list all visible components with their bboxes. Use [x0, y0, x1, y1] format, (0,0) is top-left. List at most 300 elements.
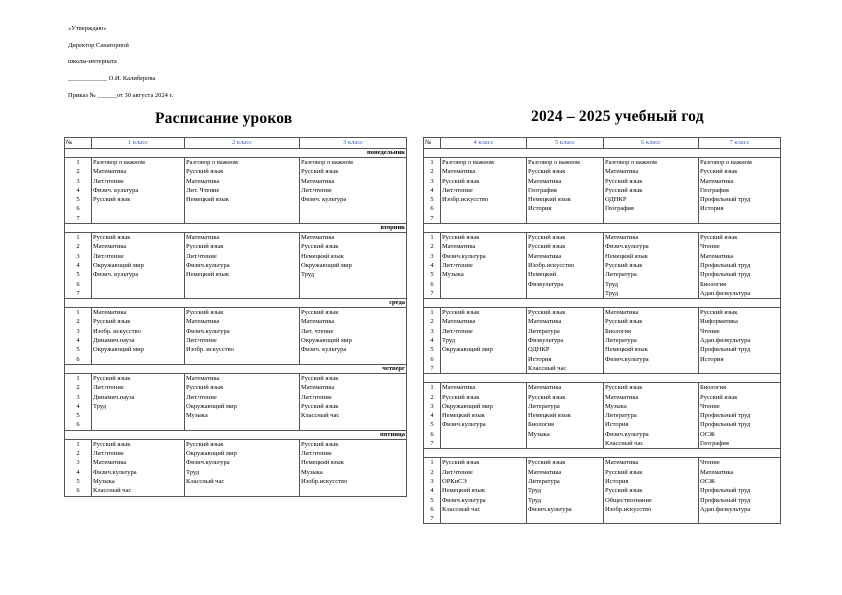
class-lessons-cell [604, 308, 699, 374]
class-lessons-cell [699, 158, 781, 224]
lesson-subject: Лит. Чтение [186, 186, 220, 194]
lesson-subject: Русский язык [528, 459, 566, 467]
lesson-subject: География [528, 186, 557, 194]
column-header: 6 класс [604, 138, 699, 149]
day-block-row [65, 233, 407, 299]
lesson-subject: Русский язык [528, 243, 566, 251]
lesson-subject [442, 289, 525, 298]
lesson-number: 5 [76, 412, 80, 420]
lesson-subject: Профильный труд [700, 496, 751, 504]
lesson-number: 6 [430, 205, 434, 213]
lesson-subject: ОРКиСЭ [442, 477, 467, 485]
lesson-subject [528, 289, 602, 298]
lesson-subject: Изобр.искусство [528, 261, 575, 269]
lesson-number: 3 [430, 327, 434, 335]
lesson-subject: Математика [605, 234, 639, 242]
lesson-subject: История [700, 205, 724, 213]
class-lessons-cell [604, 233, 699, 299]
day-header-row [65, 364, 407, 373]
class-lessons-cell [185, 439, 300, 496]
lesson-subject: Чтение [700, 243, 720, 251]
class-lessons-cell [92, 158, 185, 224]
lesson-subject [442, 364, 525, 373]
lesson-subject: Физич.культура [442, 496, 486, 504]
lesson-subject: Русский язык [186, 243, 224, 251]
lesson-number: 6 [430, 505, 434, 513]
lesson-subject: Математика [301, 234, 335, 242]
lesson-subject: Окружающий мир [93, 346, 144, 354]
class-lessons-cell [604, 458, 699, 524]
lesson-subject: Литература [528, 477, 560, 485]
lesson-subject [186, 204, 298, 213]
lesson-subject: Немецкий язык [605, 252, 648, 260]
lesson-subject: Классный час [93, 487, 132, 495]
lesson-number: 2 [430, 243, 434, 251]
lesson-subject: Изобр.искусство [605, 505, 652, 513]
class-lessons-cell [441, 158, 527, 224]
day-block-row [424, 458, 781, 524]
lesson-subject [605, 214, 697, 223]
lesson-subject: Физич.культура [186, 459, 230, 467]
lesson-subject: Русский язык [605, 318, 643, 326]
day-separator-row [424, 299, 781, 308]
lesson-subject: Изобр.искусство [301, 477, 348, 485]
lesson-subject: Окружающий мир [442, 402, 493, 410]
lesson-subject: Русский язык [301, 402, 339, 410]
lesson-subject: Русский язык [605, 487, 643, 495]
class-lessons-cell [300, 158, 407, 224]
lesson-number: 2 [76, 384, 80, 392]
lesson-subject: Адап.физкультура [700, 337, 751, 345]
lesson-subject: Адап.физкультура [700, 505, 751, 513]
lesson-subject: Русский язык [186, 168, 224, 176]
lesson-subject: Окружающий мир [301, 337, 352, 345]
lesson-subject: Лит.чтение [186, 252, 217, 260]
lesson-subject: Математика [528, 468, 562, 476]
class-lessons-cell [699, 233, 781, 299]
lesson-number: 4 [76, 186, 80, 194]
lesson-number: 7 [76, 289, 80, 297]
lesson-subject: Русский язык [528, 309, 566, 317]
lesson-subject: Информатика [700, 318, 738, 326]
lesson-subject: Литература [605, 412, 637, 420]
lesson-subject: География [605, 205, 634, 213]
day-separator-row [424, 449, 781, 458]
lesson-numbers [424, 158, 441, 224]
lesson-subject: Изобр.искусство [442, 196, 489, 204]
lesson-subject: Музыка [93, 477, 115, 485]
lesson-numbers [65, 439, 92, 496]
lesson-number: 7 [76, 214, 80, 222]
lesson-subject [93, 355, 183, 364]
lesson-subject: Математика [93, 459, 127, 467]
lesson-number: 3 [76, 393, 80, 401]
lesson-number: 6 [76, 205, 80, 213]
lesson-subject: Классный час [528, 364, 567, 372]
lesson-subject: Физич.культура [186, 261, 230, 269]
lesson-subject [93, 411, 183, 420]
lesson-number: 7 [430, 515, 434, 523]
lesson-subject: История [528, 205, 552, 213]
lesson-subject: Русский язык [700, 393, 738, 401]
day-separator [424, 374, 781, 383]
schedule-table-left [64, 137, 407, 497]
lesson-subject: Немецкий язык [605, 346, 648, 354]
lesson-subject: Музыка [186, 412, 208, 420]
table-header-row [65, 138, 407, 149]
lesson-subject: Лит.чтение [93, 177, 124, 185]
lesson-subject: Физич.культура [605, 243, 649, 251]
lesson-subject [605, 514, 697, 523]
column-header: 5 класс [527, 138, 604, 149]
lesson-number: 7 [430, 214, 434, 222]
lesson-subject: Биология [605, 327, 632, 335]
lesson-subject: Физич. культура [301, 196, 347, 204]
lesson-numbers [424, 308, 441, 374]
lesson-subject: Лит.чтение [93, 384, 124, 392]
class-lessons-cell [185, 233, 300, 299]
class-lessons-cell [699, 383, 781, 449]
lesson-subject: ОДНКР [528, 346, 550, 354]
lesson-subject: ОСЖ [700, 430, 715, 438]
lesson-subject: Математика [700, 177, 734, 185]
lesson-subject [301, 204, 405, 213]
lesson-subject: Математика [605, 168, 639, 176]
lesson-subject: Русский язык [186, 309, 224, 317]
lesson-subject: Труд [93, 402, 107, 410]
lesson-subject: Классный час [186, 477, 225, 485]
lesson-subject: Лит. чтение [301, 327, 334, 335]
lesson-subject [528, 514, 602, 523]
lesson-subject: Русский язык [442, 177, 480, 185]
lesson-number: 3 [76, 459, 80, 467]
lesson-subject: Лит.чтение [186, 337, 217, 345]
lesson-numbers [424, 233, 441, 299]
lesson-subject [93, 214, 183, 223]
lesson-subject: Профильный труд [700, 261, 751, 269]
lesson-subject: Разговор о важном [528, 159, 580, 166]
lesson-subject: Адап.физкультура [700, 289, 751, 297]
lesson-subject: Литература [605, 271, 637, 279]
table-header-row [424, 138, 781, 149]
lesson-subject: Профильный труд [700, 346, 751, 354]
lesson-subject: Лит.чтение [93, 450, 124, 458]
class-lessons-cell [441, 308, 527, 374]
lesson-subject: Труд [442, 337, 456, 345]
day-separator-row [424, 149, 781, 158]
lesson-number: 5 [430, 346, 434, 354]
lesson-subject [93, 204, 183, 213]
lesson-subject [700, 514, 779, 523]
lesson-number: 3 [76, 327, 80, 335]
lesson-subject: Русский язык [93, 234, 131, 242]
lesson-subject: Физич.культура [442, 252, 486, 260]
class-lessons-cell [604, 158, 699, 224]
lesson-subject: Физич.культура [442, 421, 486, 429]
lesson-subject: Биология [700, 280, 727, 288]
lesson-subject [186, 355, 298, 364]
day-block-row [424, 308, 781, 374]
lesson-subject [442, 280, 525, 289]
day-separator [424, 149, 781, 158]
lesson-number: 4 [76, 337, 80, 345]
lesson-subject: Окружающий мир [186, 450, 237, 458]
lesson-number: 4 [430, 412, 434, 420]
lesson-subject: Разговор о важном [93, 159, 145, 166]
day-header-row [65, 149, 407, 158]
lesson-subject: Математика [301, 318, 335, 326]
lesson-number: 6 [76, 421, 80, 429]
lesson-number: 1 [76, 374, 80, 382]
lesson-subject: Динамич.пауза [93, 393, 135, 401]
lesson-subject: Математика [442, 318, 476, 326]
lesson-subject: Окружающий мир [442, 346, 493, 354]
lesson-number: 6 [76, 280, 80, 288]
class-lessons-cell [92, 233, 185, 299]
lesson-subject: Динамич.пауза [93, 337, 135, 345]
lesson-subject [700, 364, 779, 373]
lesson-subject: Математика [605, 459, 639, 467]
lesson-number: 4 [430, 186, 434, 194]
lesson-subject: Физич.культура [528, 505, 572, 513]
lesson-number: 5 [76, 271, 80, 279]
lesson-subject: Труд [528, 487, 542, 495]
lesson-subject: Окружающий мир [301, 261, 352, 269]
lesson-subject: Труд [186, 468, 200, 476]
class-lessons-cell [441, 383, 527, 449]
lesson-subject: Литература [605, 337, 637, 345]
lesson-subject: Математика [528, 384, 562, 392]
lesson-number: 5 [76, 477, 80, 485]
day-block-row [65, 373, 407, 430]
column-header: 7 класс [699, 138, 781, 149]
lesson-subject [605, 364, 697, 373]
lesson-number: 5 [430, 196, 434, 204]
lesson-number: 4 [430, 487, 434, 495]
lesson-number: 3 [430, 177, 434, 185]
lesson-subject: Немецкий язык [442, 487, 485, 495]
lesson-number: 1 [430, 234, 434, 242]
lesson-number: 6 [430, 280, 434, 288]
day-block-row [65, 439, 407, 496]
lesson-number: 1 [76, 234, 80, 242]
lesson-subject: История [528, 355, 552, 363]
lesson-subject: Математика [186, 177, 220, 185]
lesson-number: 3 [76, 252, 80, 260]
lesson-subject [301, 214, 405, 223]
lesson-subject: Русский язык [605, 468, 643, 476]
lesson-number: 7 [430, 440, 434, 448]
day-header-row [65, 430, 407, 439]
lesson-subject: Чтение [700, 459, 720, 467]
lesson-subject: Русский язык [442, 234, 480, 242]
lesson-subject: Немецкий язык [186, 196, 229, 204]
lesson-subject: Разговор о важном [442, 159, 494, 166]
lesson-subject [301, 289, 405, 298]
lesson-numbers [65, 373, 92, 430]
lesson-subject [301, 355, 405, 364]
day-name: четверг [65, 364, 407, 373]
lesson-number: 1 [430, 384, 434, 392]
lesson-subject: Физич.культура [186, 327, 230, 335]
class-lessons-cell [300, 439, 407, 496]
lesson-subject: Чтение [700, 327, 720, 335]
lesson-number: 4 [76, 468, 80, 476]
day-block-row [65, 308, 407, 365]
lesson-subject: Математика [186, 318, 220, 326]
lesson-subject: Профильный труд [700, 271, 751, 279]
lesson-subject [442, 204, 525, 213]
day-separator-row [424, 224, 781, 233]
lesson-subject: Русский язык [700, 309, 738, 317]
lesson-number: 6 [76, 487, 80, 495]
lesson-number: 2 [76, 243, 80, 251]
class-lessons-cell [527, 233, 604, 299]
lesson-subject: Математика [700, 252, 734, 260]
lesson-subject: Лит.чтение [301, 186, 332, 194]
lesson-subject: География [700, 440, 729, 448]
lesson-subject: Русский язык [93, 318, 131, 326]
lesson-number: 5 [76, 346, 80, 354]
day-header-row [65, 299, 407, 308]
day-block-row [424, 233, 781, 299]
lesson-subject [442, 514, 525, 523]
lesson-subject: Немецкий язык [528, 412, 571, 420]
lesson-subject: Математика [186, 234, 220, 242]
lesson-subject: ОДНКР [605, 196, 627, 204]
lesson-number: 1 [76, 440, 80, 448]
lesson-subject: Лит.чтение [442, 327, 473, 335]
column-header: 4 класс [441, 138, 527, 149]
day-separator [424, 449, 781, 458]
lesson-subject: Разговор о важном [605, 159, 657, 166]
lesson-subject [186, 289, 298, 298]
lesson-subject [442, 214, 525, 223]
lesson-subject: Русский язык [605, 186, 643, 194]
lesson-subject: Лит.чтение [442, 261, 473, 269]
lesson-subject: Классный час [442, 505, 481, 513]
class-lessons-cell [527, 383, 604, 449]
lesson-subject: ОСЖ [700, 477, 715, 485]
lesson-subject: Математика [605, 393, 639, 401]
lesson-subject: Русский язык [605, 177, 643, 185]
lesson-subject: Немецкий язык [442, 412, 485, 420]
class-lessons-cell [604, 383, 699, 449]
lesson-subject: Физич. культура [93, 186, 139, 194]
lesson-subject: Математика [442, 243, 476, 251]
lesson-subject: Изобр. искусство [186, 346, 234, 354]
signature-line: ____________ О.И. Калиберова [68, 75, 156, 82]
lesson-subject: История [700, 355, 724, 363]
class-lessons-cell [527, 158, 604, 224]
lesson-subject: Лит.чтение [442, 186, 473, 194]
lesson-subject: Физич. культура [93, 271, 139, 279]
lesson-subject: Русский язык [442, 459, 480, 467]
class-lessons-cell [92, 308, 185, 365]
lesson-number: 3 [430, 477, 434, 485]
lesson-subject: Физич.культура [93, 468, 137, 476]
lesson-subject: Русский язык [93, 196, 131, 204]
lesson-number: 3 [430, 402, 434, 410]
column-header: 1 класс [92, 138, 185, 149]
lesson-subject: Физкультура [528, 337, 564, 345]
lesson-numbers [424, 458, 441, 524]
class-lessons-cell [300, 373, 407, 430]
lesson-subject: Музыка [301, 468, 323, 476]
lesson-subject [301, 420, 405, 429]
lesson-subject: Профильный труд [700, 412, 751, 420]
lesson-number: 5 [430, 496, 434, 504]
lesson-subject [301, 280, 405, 289]
lesson-subject: Физкультура [528, 280, 564, 288]
lesson-subject: Литература [528, 402, 560, 410]
year-title: 2024 – 2025 учебный год [531, 108, 704, 125]
lesson-subject: Музыка [605, 402, 627, 410]
lesson-subject: Биология [700, 384, 727, 392]
lesson-subject: Русский язык [301, 309, 339, 317]
lesson-subject [93, 280, 183, 289]
day-block-row [424, 158, 781, 224]
lesson-subject: Профильный труд [700, 487, 751, 495]
class-lessons-cell [185, 308, 300, 365]
lesson-subject: Труд [605, 280, 619, 288]
day-separator-row [424, 374, 781, 383]
approval-line: «Утверждаю» [68, 25, 107, 32]
lesson-number: 2 [76, 318, 80, 326]
lesson-number: 7 [430, 289, 434, 297]
lesson-subject: Обществознание [605, 496, 652, 504]
lesson-number: 2 [430, 393, 434, 401]
lesson-number: 4 [76, 402, 80, 410]
lesson-number: 4 [430, 337, 434, 345]
lesson-number: 2 [76, 168, 80, 176]
class-lessons-cell [185, 373, 300, 430]
lesson-subject: Труд [301, 271, 315, 279]
class-lessons-cell [699, 458, 781, 524]
lesson-subject [186, 280, 298, 289]
lesson-subject: Литература [528, 327, 560, 335]
day-header-row [65, 224, 407, 233]
lesson-number: 1 [430, 159, 434, 166]
lesson-subject: Математика [186, 374, 220, 382]
lesson-subject: Лит.чтение [301, 393, 332, 401]
lesson-subject: Русский язык [700, 234, 738, 242]
lesson-subject: Физич.культура [605, 355, 649, 363]
lesson-number: 6 [430, 355, 434, 363]
lesson-subject [528, 214, 602, 223]
column-header: 3 класс [300, 138, 407, 149]
column-header: № [65, 138, 92, 149]
column-header: 2 класс [185, 138, 300, 149]
lesson-subject: Физич. культура [301, 346, 347, 354]
lesson-subject: Математика [442, 168, 476, 176]
class-lessons-cell [92, 373, 185, 430]
class-lessons-cell [527, 308, 604, 374]
lesson-subject [301, 486, 405, 495]
school-line: школы-интерната [68, 58, 117, 65]
day-block-row [65, 158, 407, 224]
lesson-numbers [65, 158, 92, 224]
day-separator [424, 224, 781, 233]
lesson-number: 6 [76, 355, 80, 363]
class-lessons-cell [92, 439, 185, 496]
lesson-subject: Окружающий мир [186, 402, 237, 410]
lesson-subject: Русский язык [528, 168, 566, 176]
lesson-subject [93, 289, 183, 298]
lesson-subject: Русский язык [605, 384, 643, 392]
class-lessons-cell [185, 158, 300, 224]
lesson-subject: Музыка [442, 271, 464, 279]
